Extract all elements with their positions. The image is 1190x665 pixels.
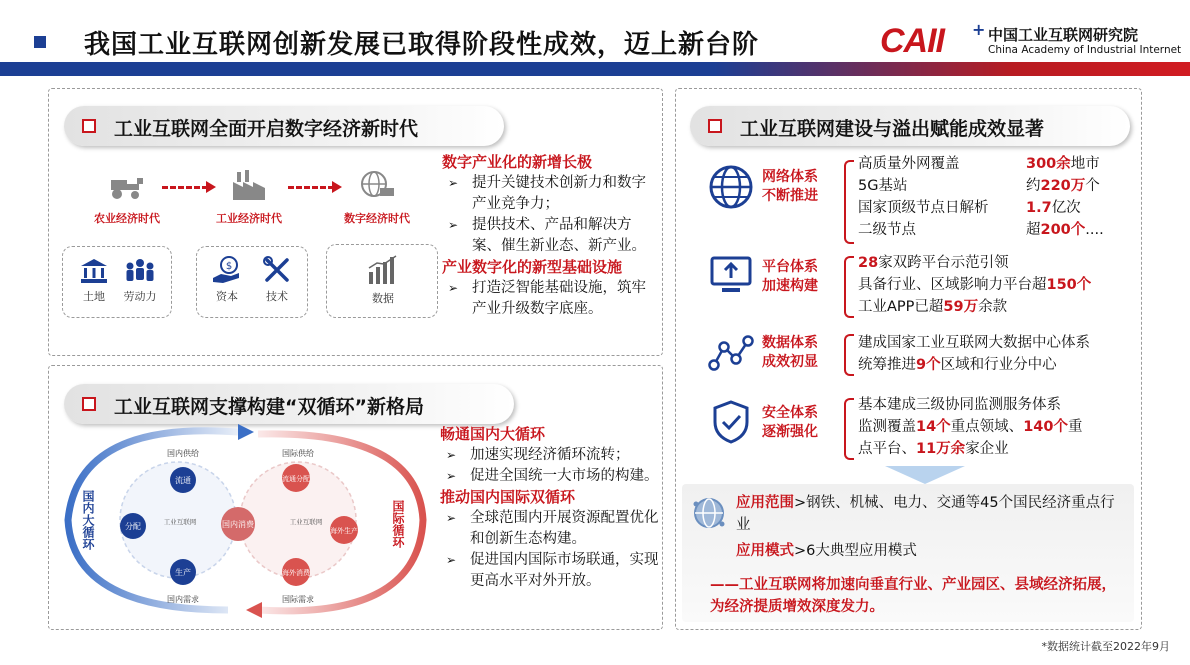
- value-number: 14个: [916, 419, 951, 435]
- row-brace: [844, 160, 854, 244]
- label-line: 数据体系: [762, 335, 818, 351]
- security-items: [858, 394, 1082, 460]
- digital-economy-text: [442, 152, 660, 320]
- item-text: 家企业: [965, 441, 1009, 457]
- logo-mark: CAII: [880, 22, 944, 60]
- globe-icon: [708, 164, 754, 210]
- heading-bullet-icon: [82, 119, 96, 133]
- label-line: 网络体系: [762, 169, 818, 185]
- network-value: [1026, 219, 1104, 241]
- data-items: [858, 332, 1090, 376]
- era-industrial: [194, 168, 304, 228]
- value-number: 200个: [1040, 222, 1086, 238]
- era-label: 工业经济时代: [216, 212, 282, 225]
- data-nodes-icon: [708, 333, 754, 373]
- data-item: [858, 354, 1090, 376]
- node-label: 海外消费: [282, 569, 310, 577]
- value-unit: 地市: [1070, 156, 1100, 172]
- domestic-loop-arrowhead: [238, 424, 254, 440]
- platform-item: [858, 274, 1091, 296]
- subsection-title: 推动国内国际双循环: [440, 488, 576, 506]
- heading-text: 工业互联网建设与溢出赋能成效显著: [740, 118, 1045, 140]
- heading-text: 工业互联网支撑构建“双循环”新格局: [114, 396, 424, 418]
- heading-bullet-icon: [82, 397, 96, 411]
- dual-circulation-diagram: [58, 420, 438, 620]
- era-agriculture: [72, 168, 182, 228]
- item-text: 重: [1067, 419, 1083, 435]
- value-prefix: 约: [1026, 178, 1041, 194]
- mode-label: 应用模式: [736, 543, 794, 559]
- item-text: 工业APP已超: [858, 299, 944, 315]
- caii-logo: [880, 22, 1180, 62]
- globe-truck-icon: [358, 170, 396, 202]
- network-item: 二级节点: [858, 222, 916, 238]
- era-label: 数字经济时代: [344, 212, 410, 225]
- factor-land: [74, 258, 114, 304]
- value-unit: 个: [1085, 178, 1100, 194]
- logo-english-name: China Academy of Industrial Internet: [988, 44, 1182, 56]
- network-item: 高质量外网覆盖: [858, 156, 960, 172]
- label-line: 安全体系: [762, 405, 818, 421]
- intl-demand-label: 国际需求: [282, 595, 314, 604]
- value-unit: 亿次: [1051, 200, 1081, 216]
- item-text: 具备行业、区域影响力平台超: [858, 277, 1047, 293]
- bullet-item: ➢ 加速实现经济循环流转；: [440, 445, 660, 466]
- security-item: [858, 438, 1082, 460]
- factor-label: 劳动力: [123, 290, 157, 303]
- people-group-icon: [123, 258, 157, 284]
- node-label: 国内消费: [222, 520, 254, 529]
- network-item: 国家顶级节点日解析: [858, 200, 989, 216]
- application-conclusion: ——工业互联网将加速向垂直行业、产业园区、县域经济拓展，为经济提质增效深度发力。: [710, 577, 1116, 615]
- bullet-item: ➢ 提升关键技术创新力和数字产业竞争力；: [442, 173, 660, 215]
- value-number: 140个: [1023, 419, 1068, 435]
- section-heading-achievements: [690, 106, 1130, 146]
- money-hand-icon: [211, 256, 243, 284]
- section-heading-dual-circulation: [64, 384, 514, 424]
- value-number: 28: [858, 255, 879, 271]
- network-items: [858, 153, 989, 241]
- item-text: 家双跨平台示范引领: [878, 255, 1009, 271]
- factor-label: 数据: [372, 292, 394, 305]
- section-heading-digital-economy: [64, 106, 504, 146]
- node-label: 流通分配: [282, 475, 310, 483]
- harvester-icon: [107, 174, 147, 202]
- network-item: 5G基站: [858, 178, 908, 194]
- factor-labor: [118, 258, 162, 304]
- heading-bullet-icon: [708, 119, 722, 133]
- tools-icon: [263, 256, 291, 284]
- platform-items: [858, 252, 1091, 318]
- value-number: 300余: [1026, 156, 1071, 172]
- bullet-item: ➢ 提供技术、产品和解决方案、催生新业态、新产业。: [442, 215, 660, 257]
- header-color-bar: [0, 62, 1190, 76]
- bullet-item: ➢ 全球范围内开展资源配置优化和创新生态构建。: [440, 508, 660, 550]
- factory-icon: [231, 170, 267, 200]
- bullet-item: ➢ 打造泛智能基础设施，筑牢产业升级数字底座。: [442, 278, 660, 320]
- item-text: 统筹推进: [858, 357, 916, 373]
- factor-label: 技术: [266, 290, 288, 303]
- subsection-title: 数字产业化的新增长极: [442, 153, 593, 171]
- value-number: 11万余: [916, 441, 966, 457]
- row-brace: [844, 334, 854, 376]
- value-number: 220万: [1040, 178, 1086, 194]
- network-value: [1026, 175, 1104, 197]
- network-value: [1026, 197, 1104, 219]
- item-text: 余款: [978, 299, 1008, 315]
- node-label: 流通: [175, 476, 191, 485]
- data-item: 建成国家工业互联网大数据中心体系: [858, 335, 1090, 351]
- node-label: 分配: [125, 522, 141, 531]
- era-digital: [322, 168, 432, 228]
- international-loop-label: 国际循环: [391, 500, 405, 548]
- row-brace: [844, 256, 854, 318]
- value-number: 1.7: [1026, 200, 1052, 216]
- data-footnote: *数据统计截至2022年9月: [1041, 640, 1170, 653]
- label-line: 加速构建: [762, 278, 818, 294]
- data-chart-icon: [366, 254, 400, 286]
- bank-building-icon: [80, 258, 108, 284]
- value-number: 9个: [916, 357, 941, 373]
- value-number: 150个: [1046, 277, 1092, 293]
- security-item: [858, 416, 1082, 438]
- logo-plus: +: [972, 20, 986, 39]
- page-title: 我国工业互联网创新发展已取得阶段性成效，迈上新台阶: [84, 30, 760, 60]
- logo-chinese-name: 中国工业互联网研究院: [988, 26, 1139, 44]
- factor-label: 土地: [83, 290, 105, 303]
- item-text: 点平台、: [858, 441, 916, 457]
- platform-item: [858, 252, 1091, 274]
- down-pointer-icon: [885, 466, 965, 484]
- row-label-data: [762, 334, 818, 372]
- monitor-upload-icon: [710, 256, 752, 296]
- row-label-platform: [762, 258, 818, 296]
- network-value: [1026, 153, 1104, 175]
- value-unit: ....: [1085, 222, 1104, 238]
- node-label: 海外生产: [330, 527, 358, 535]
- network-values: [1026, 153, 1104, 241]
- security-item: 基本建成三级协同监测服务体系: [858, 397, 1061, 413]
- supply-label: 国内供给: [167, 449, 199, 458]
- application-scope: [736, 492, 1128, 536]
- label-line: 逐渐强化: [762, 424, 818, 440]
- scope-label: 应用范围: [736, 495, 794, 511]
- factor-capital: [206, 256, 248, 304]
- item-text: 监测覆盖: [858, 419, 916, 435]
- value-prefix: 超: [1026, 222, 1041, 238]
- factor-technology: [256, 256, 298, 304]
- international-loop-arrowhead: [246, 602, 262, 618]
- item-text: 区域和行业分中心: [940, 357, 1057, 373]
- subsection-title: 产业数字化的新型基础设施: [442, 258, 623, 276]
- intl-supply-label: 国际供给: [282, 449, 314, 458]
- scope-text: >钢铁、机械、电力、交通等45个国民经济重点行业: [736, 495, 1115, 533]
- dual-circulation-text: [440, 424, 660, 592]
- network-globe-icon: [692, 496, 726, 530]
- heading-text: 工业互联网全面开启数字经济新时代: [114, 118, 419, 140]
- label-line: 成效初显: [762, 354, 818, 370]
- node-label: 生产: [175, 568, 191, 577]
- demand-label: 国内需求: [167, 595, 199, 604]
- era-label: 农业经济时代: [94, 212, 160, 225]
- subsection-title: 畅通国内大循环: [440, 425, 546, 443]
- domestic-loop-label: 国内大循环: [81, 490, 95, 550]
- platform-item: [858, 296, 1091, 318]
- row-label-security: [762, 404, 818, 442]
- application-mode: [736, 540, 1128, 562]
- factor-label: 资本: [216, 290, 238, 303]
- bullet-item: ➢ 促进全国统一大市场的构建。: [440, 466, 660, 487]
- row-label-network: [762, 168, 818, 206]
- mode-text: >6大典型应用模式: [794, 543, 917, 559]
- factor-data: [362, 254, 404, 306]
- bullet-item: ➢ 促进国内国际市场联通，实现更高水平对外开放。: [440, 550, 660, 592]
- item-text: 重点领域、: [950, 419, 1024, 435]
- label-line: 平台体系: [762, 259, 818, 275]
- shield-check-icon: [712, 400, 750, 444]
- svg-text:$: $: [225, 261, 233, 272]
- center-label: 工业互联网: [163, 518, 197, 526]
- label-line: 不断推进: [762, 188, 818, 204]
- title-bullet: [34, 36, 46, 48]
- center-label: 工业互联网: [289, 518, 323, 526]
- value-number: 59万: [943, 299, 979, 315]
- row-brace: [844, 398, 854, 460]
